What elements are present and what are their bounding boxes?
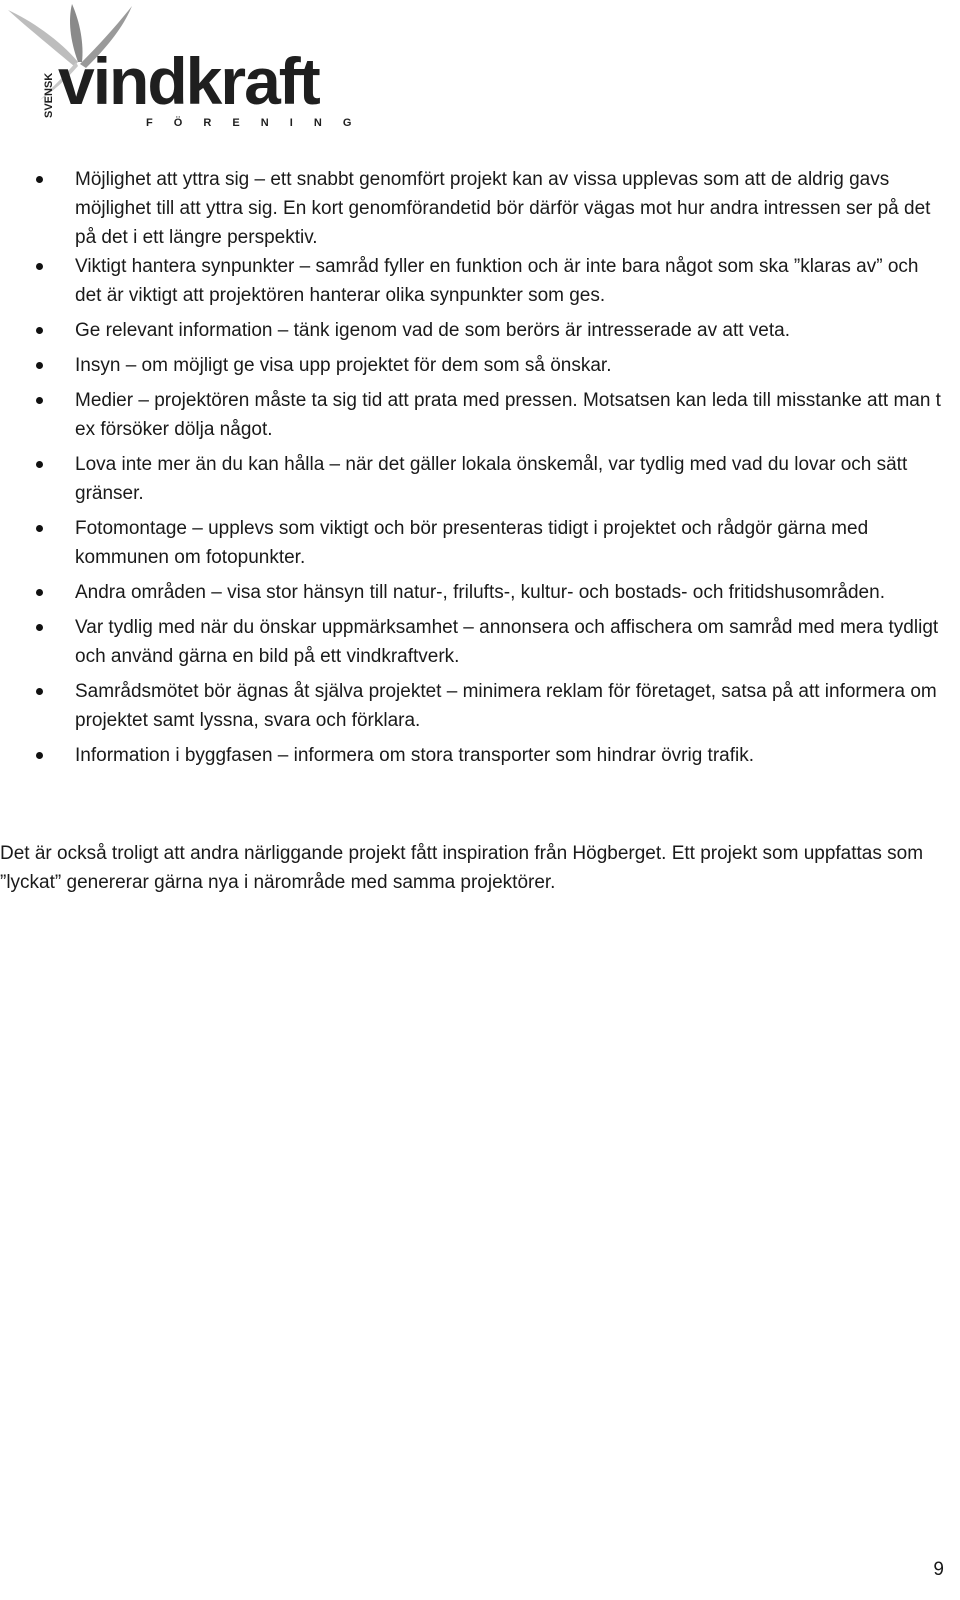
bullet-icon [36,397,43,404]
closing-paragraph: Det är också troligt att andra närliggande projekt fått inspiration från Högberget. Ett projekt som uppfattas som ”lyckat” genererar gärna nya i närområde med samma projektörer. [0,843,924,893]
list-item [30,514,950,572]
list-item-text: Fotomontage – upplevs som viktigt och bör presenteras tidigt i projektet och rådgör gärna med kommunen om fotopunkter. [75,518,869,568]
bullet-icon [36,176,43,183]
list-item-text: Samrådsmötet bör ägnas åt själva projektet – minimera reklam för företaget, satsa på att informera om projektet samt lyssna, svara och förklara. [75,681,937,731]
bullet-icon [36,624,43,631]
list-item [30,252,950,310]
bullet-icon [36,461,43,468]
list-item-text: Lova inte mer än du kan hålla – när det gäller lokala önskemål, var tydlig med vad du lovar och sätt gränser. [75,454,908,504]
list-item-text: Medier – projektören måste ta sig tid att prata med pressen. Motsatsen kan leda till misstanke att man t ex försöker dölja något. [75,390,941,440]
bullet-icon [36,688,43,695]
list-item-text: Viktigt hantera synpunkter – samråd fyller en funktion och är inte bara något som ska ”klaras av” och det är viktigt att projektören hanterar olika synpunkter som ges. [75,256,919,306]
logo-word: vindkraft [58,44,319,118]
list-item [30,578,950,607]
bullet-icon [36,362,43,369]
logo-vertical-text: SVENSK [43,72,55,118]
list-item-text: Var tydlig med när du önskar uppmärksamhet – annonsera och affischera om samråd med mera tydligt och använd gärna en bild på ett vindkraftverk. [75,617,939,667]
list-item [30,450,950,508]
list-item-text: Andra områden – visa stor hänsyn till natur-, frilufts-, kultur- och bostads- och fritidshusområden. [75,582,885,603]
list-item [30,613,950,671]
list-item-text: Ge relevant information – tänk igenom vad de som berörs är intresserade av att veta. [75,320,790,341]
bullet-icon [36,327,43,334]
bullet-icon [36,263,43,270]
list-item [30,165,950,252]
list-item-text: Insyn – om möjligt ge visa upp projektet för dem som så önskar. [75,355,612,376]
list-item [30,351,950,380]
wind-turbine-logo-icon [0,0,370,135]
bullet-icon [36,589,43,596]
bullet-icon [36,752,43,759]
list-item [30,741,950,770]
logo-sub: F Ö R E N I N G [146,117,361,129]
bullet-icon [36,525,43,532]
list-item-text: Information i byggfasen – informera om stora transporter som hindrar övrig trafik. [75,745,755,766]
svensk-vindkraft-logo [0,0,370,135]
list-item-text: Möjlighet att yttra sig – ett snabbt genomfört projekt kan av vissa upplevas som att de aldrig gavs möjlighet till att yttra sig. En kort genomförandetid bör därför vägas mot hur andra intressen ser på det på det i ett längre perspektiv. [75,169,931,248]
list-item [30,316,950,345]
page-number: 9 [933,1559,944,1580]
bullet-list [30,165,950,776]
logo-text [43,44,360,129]
list-item [30,677,950,735]
list-item [30,386,950,444]
